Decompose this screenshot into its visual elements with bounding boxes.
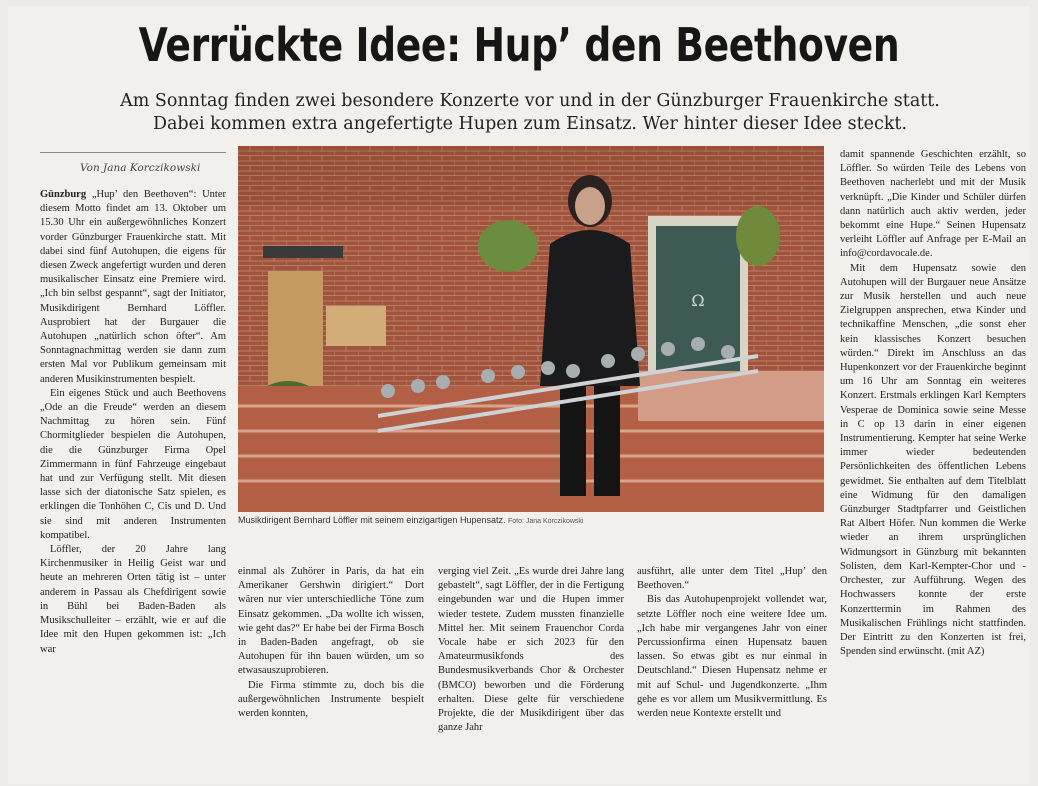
photo-church-horns [238, 146, 824, 512]
column-1 [40, 188, 226, 758]
photo-credit: Foto: Jana Korczikowski [507, 518, 584, 525]
subheadline-line-2: Dabei kommen extra angefertigte Hupen zum Einsatz. Wer hinter dieser Idee steckt. [152, 114, 908, 134]
paragraph: ausführt, alle unter dem Titel „Hup’ den Beethoven.“ [637, 566, 827, 592]
paragraph: Mit dem Hupensatz sowie den Autohupen will der Burgauer neue Ansätze zur Musik herstellen und auch neue Zielgruppen ansprechen, etwa Kinder und technikaffine Menschen, „die sonst eher kein klassisches Konzert besuchen würden.“ Direkt im Anschluss an das Hupenkonzert vor der Frauenkirche beginnt um 16 Uhr am Sonntag ein weiteres Konzert. Erstmals erklingen Karl Kempters Vesperae de Dominica sowie seine Messe in C op 13 darin in einer eigenen Instrumentierung. Kempter hat seine Werke immer wieder bedeutenden Persönlichkeiten des öffentlichen Lebens gewidmet. Sie enthalten auf dem Titelblatt eine Widmung für den damaligen Günzburger Stadtpfarrer und Geistlichen Rat Albert Höfer. Nun kommen die Werke wieder an ihrem ursprünglichen Widmungsort in Günzburg mit bekannten Solisten, dem Karl-Kempter-Chor und -Orchester, zur Aufführung. Wegen des Hochwassers konnte der erste Konzerttermin im Rahmen des Musikalischen Frühlings nicht stattfinden. Der Eintritt zu den Konzerten ist frei, Spenden sind erwünscht. (mit AZ) [840, 262, 1026, 658]
svg-text:Ω: Ω [691, 291, 705, 310]
paragraph: damit spannende Geschichten erzählt, so Löffler. So würden Teile des Lebens von Beethoven nacherlebt und mit der Musik verknüpft. „Die Kinder und Schüler dürfen dann natürlich auch aktiv werden, jeder bekommt eine Hupe.“ Seinen Hupensatz verleiht Löffler auf Anfrage per E-Mail an info@cordavocale.de. [840, 149, 1026, 260]
photo-caption [238, 515, 824, 525]
paragraph-text: „Hup’ den Beethoven“: Unter diesem Motto findet am 13. Oktober um 15.30 Uhr ein außergewöhnliches Konzert vorder Günzburger Frauenkirche statt. Mit dabei sind fünf Autohupen, die eigens für diesen Zweck angefertigt wurden und deren musikalischer Einsatz eine Premiere wird. „Ich bin selbst gespannt“, sagt der Initiator, Musikdirigent Bernhard Löffler. Ausprobiert hat der Burgauer die Autohupen „natürlich schon öfter“. Am Sonntagnachmittag werden sie dann zum ersten Mal vor Publikum gemeinsam mit anderen Musikinstrumenten bespielt. [40, 189, 226, 385]
column-5 [840, 148, 1026, 760]
byline-rule [40, 152, 226, 153]
column-2 [238, 565, 424, 760]
headline: Verrückte Idee: Hup’ den Beethoven [138, 18, 900, 72]
article-photo [238, 146, 824, 512]
paragraph: Die Firma stimmte zu, doch bis die außergewöhnlichen Instrumente bespielt werden konnten, [238, 679, 424, 720]
caption-text: Musikdirigent Bernhard Löffler mit seinem einzigartigen Hupensatz. [238, 515, 506, 525]
dateline: Günzburg [40, 189, 87, 200]
column-4 [637, 565, 827, 760]
subheadline-line-1: Am Sonntag finden zwei besondere Konzerte vor und in der Günzburger Frauenkirche statt. [120, 91, 940, 111]
paragraph [40, 188, 226, 387]
column-3 [438, 565, 624, 760]
paragraph: Löffler, der 20 Jahre lang Kirchenmusiker in Heilig Geist war und heute an mehreren Orten tätig ist – unter anderem in Passau als Chefdirigent sowie in Bühl bei Baden-Baden als Musikschulleiter – erzählt, wie er auf die Idee mit den Hupen gekommen ist: „Ich war [40, 544, 226, 655]
paragraph: Ein eigenes Stück und auch Beethovens „Ode an die Freude“ werden an diesem Nachmittag zu hören sein. Fünf Chormitglieder bespielen die Autohupen, die die Günzburger Firma Opel Zimmermann in fünf Fahrzeuge eingebaut hat und zur Verfügung stellt. Mit diesen lasse sich der diatonische Satz spielen, es erklingen die Tonhöhen C, Cis und D. Und sie sind mit anderen Instrumenten kompatibel. [40, 387, 226, 541]
byline: Von Jana Korczikowski [80, 162, 201, 174]
paragraph: einmal als Zuhörer in Paris, da hat ein Amerikaner Gershwin dirigiert.“ Dort wären nur vier unterschiedliche Töne zum Einsatz gekommen. „Da wollte ich wissen, wie geht das?“ Er habe bei der Firma Bosch in Baden-Baden angefragt, ob sie Autohupen für ihn bauen würden, um so etwasauszuprobieren. [238, 566, 424, 677]
paragraph: Bis das Autohupenprojekt vollendet war, setzte Löffler noch eine weitere Idee um. „Ich habe mir vergangenes Jahr von einer Percussionfirma einen Hupensatz bauen lassen. So etwas gibt es nur einmal in Deutschland.“ Diesen Hupensatz nehme er mit auf Schul- und Jugendkonzerte. „Ihm gehe es vor allem um Musikvermittlung. Es werden neue Kontexte erstellt und [637, 594, 827, 720]
paragraph: verging viel Zeit. „Es wurde drei Jahre lang gebastelt“, sagt Löffler, der in die Fertigung eingebunden war und die Hupen immer wieder testete. Zudem mussten finanzielle Mittel her. Mit seinem Frauenchor Corda Vocale habe er sich 2023 für den Amateurmusikfonds des Bundesmusikverbands Chor & Orchester (BMCO) beworben und die Förderung erhalten. Diese gelte für verschiedene Projekte, die der Musikdirigent über das ganze Jahr [438, 566, 624, 734]
